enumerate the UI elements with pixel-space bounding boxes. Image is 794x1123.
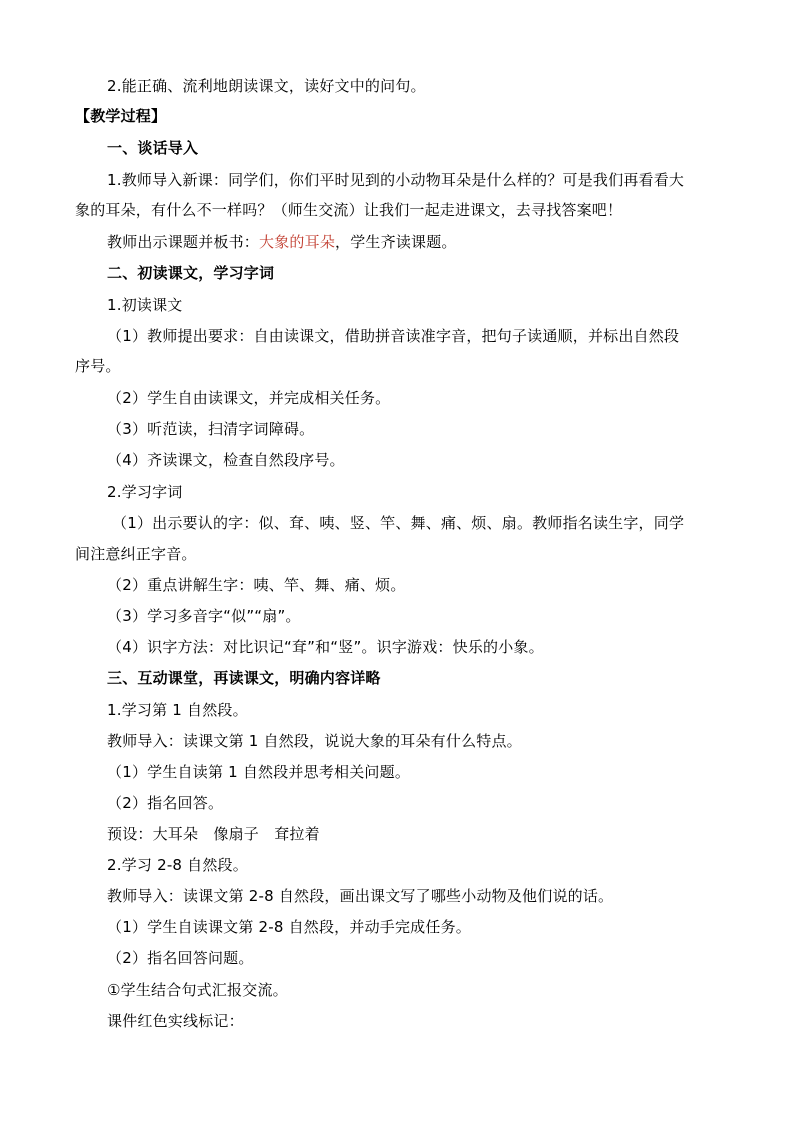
paragraph-line: 间注意纠正字音。 — [75, 545, 197, 563]
subheading: 2.学习字词 — [107, 483, 183, 501]
heading-part-1: 一、谈话导入 — [107, 139, 199, 157]
paragraph-line: （3）听范读，扫清字词障碍。 — [107, 420, 315, 438]
paragraph-line: 课件红色实线标记： — [107, 1012, 244, 1030]
paragraph-line: （4）识字方法：对比识记“耷”和“竖”。识字游戏：快乐的小象。 — [107, 638, 544, 656]
paragraph-line: （1）出示要认的字：似、耷、咦、竖、竿、舞、痛、烦、扇。教师指名读生字，同学 — [112, 514, 685, 532]
paragraph-line-title — [107, 232, 457, 252]
paragraph-line: 象的耳朵，有什么不一样吗？（师生交流）让我们一起走进课文，去寻找答案吧！ — [75, 201, 623, 219]
paragraph-line: （2）重点讲解生字：咦、竿、舞、痛、烦。 — [107, 576, 406, 594]
heading-part-3: 三、互动课堂，再读课文，明确内容详略 — [107, 669, 381, 687]
paragraph-line: ①学生结合句式汇报交流。 — [107, 981, 288, 999]
heading-part-2: 二、初读课文，学习字词 — [107, 264, 275, 282]
paragraph-line: 教师导入：读课文第 1 自然段，说说大象的耳朵有什么特点。 — [107, 732, 522, 750]
paragraph-line: （1）学生自读第 1 自然段并思考相关问题。 — [107, 763, 411, 781]
paragraph-line: 预设：大耳朵 像扇子 耷拉着 — [107, 825, 320, 843]
subheading: 2.学习 2-8 自然段。 — [107, 856, 248, 874]
text-span: 教师出示课题并板书： — [107, 233, 260, 251]
paragraph-line: （3）学习多音字“似”“扇”。 — [107, 607, 301, 625]
paragraph-line: （2）学生自由读课文，并完成相关任务。 — [107, 389, 391, 407]
paragraph-line: 教师导入：读课文第 2-8 自然段，画出课文写了哪些小动物及他们说的话。 — [107, 887, 614, 905]
paragraph-line: （1）教师提出要求：自由读课文，借助拼音读准字音，把句子读通顺，并标出自然段 — [107, 327, 680, 345]
text-span: ，学生齐读课题。 — [335, 233, 457, 251]
objective-line-2: 2.能正确、流利地朗读课文，读好文中的问句。 — [107, 77, 426, 95]
paragraph-line: （1）学生自读课文第 2-8 自然段，并动手完成任务。 — [107, 918, 471, 936]
paragraph-line: （4）齐读课文，检查自然段序号。 — [107, 451, 345, 469]
subheading: 1.学习第 1 自然段。 — [107, 701, 248, 719]
paragraph-line: （2）指名回答问题。 — [107, 949, 254, 967]
subheading: 1.初读课文 — [107, 296, 183, 314]
lesson-title-red: 大象的耳朵 — [259, 233, 336, 251]
paragraph-line: 序号。 — [75, 357, 121, 375]
paragraph-line: （2）指名回答。 — [107, 794, 224, 812]
paragraph-line: 1.教师导入新课：同学们，你们平时见到的小动物耳朵是什么样的？可是我们再看看大 — [107, 171, 685, 189]
section-heading-teaching-process: 【教学过程】 — [75, 107, 167, 125]
